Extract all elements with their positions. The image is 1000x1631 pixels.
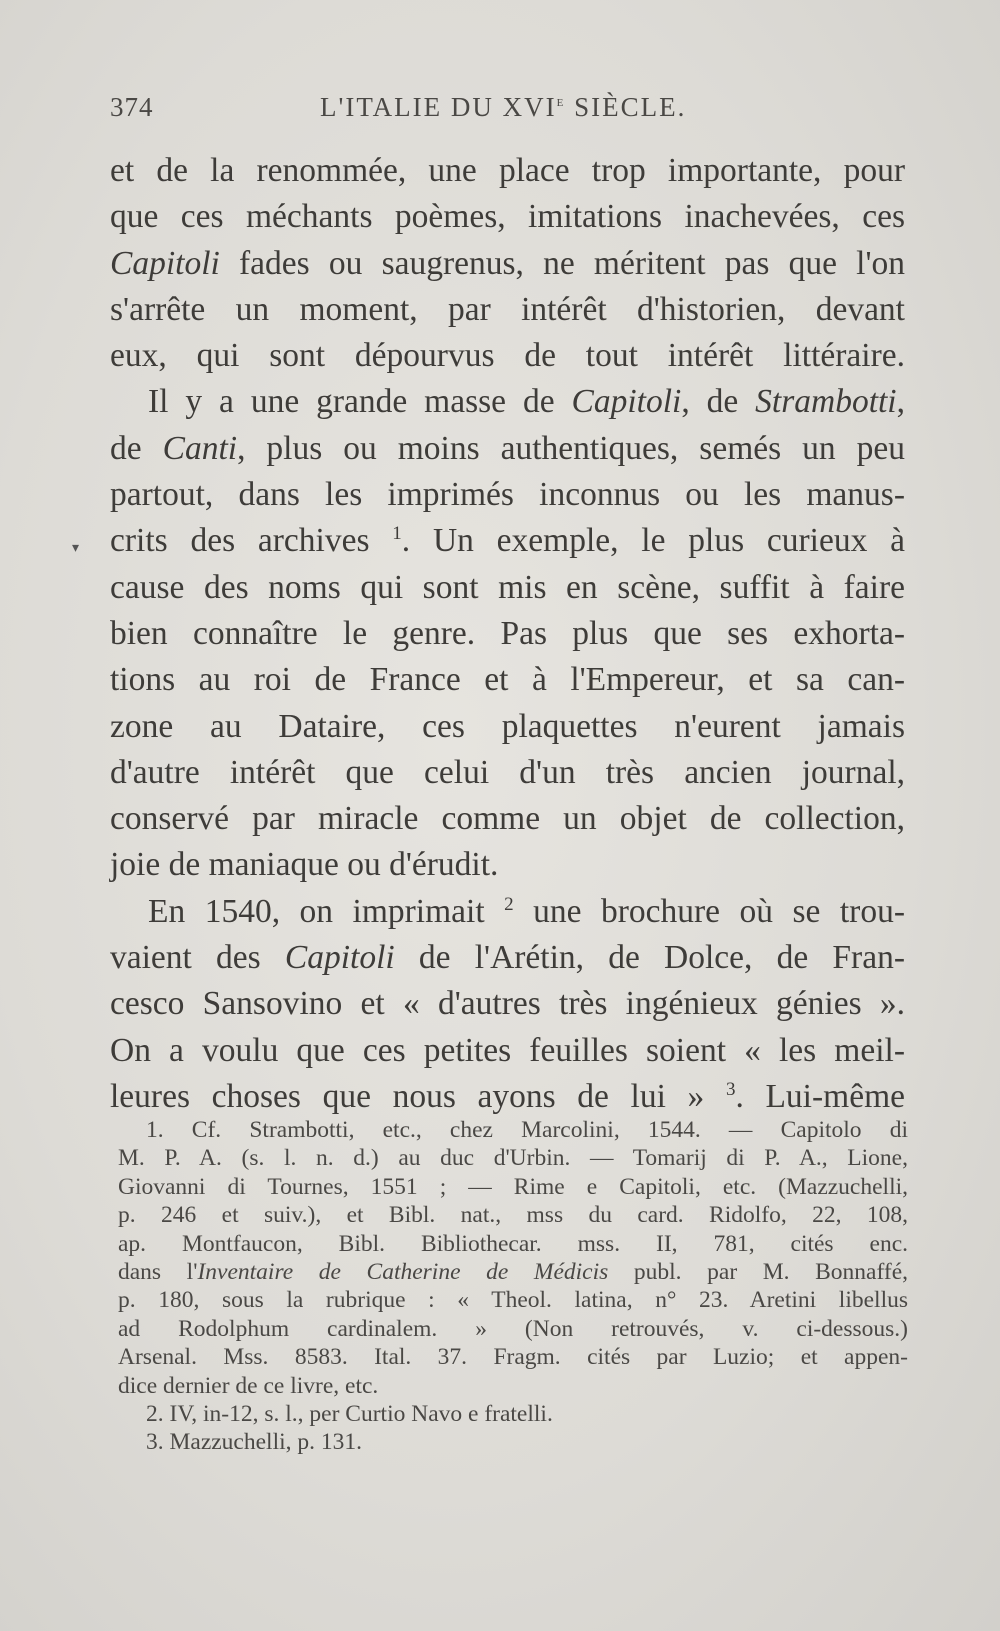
footnote-line: ap. Montfaucon, Bibl. Bibliothecar. mss. II, 781, cités enc. bbox=[118, 1230, 908, 1257]
footnote-line: p. 180, sous la rubrique : « Theol. latina, n° 23. Aretini libellus bbox=[118, 1287, 908, 1314]
text-line: eux, qui sont dépourvus de tout intérêt littéraire. bbox=[110, 337, 905, 375]
text-line: s'arrête un moment, par intérêt d'historien, devant bbox=[110, 290, 905, 328]
footnote-line: ad Rodolphum cardinalem. » (Non retrouvés, v. ci-dessous.) bbox=[118, 1315, 908, 1342]
running-title: L'ITALIE DU XVIe SIÈCLE. bbox=[320, 92, 687, 122]
footnote-line: Arsenal. Mss. 8583. Ital. 37. Fragm. cités par Luzio; et appen- bbox=[118, 1344, 908, 1371]
footnote-line: M. P. A. (s. l. n. d.) au duc d'Urbin. — Tomarij di P. A., Lione, bbox=[118, 1145, 908, 1172]
footnote-line: p. 246 et suiv.), et Bibl. nat., mss du card. Ridolfo, 22, 108, bbox=[118, 1202, 908, 1229]
footnote-line: dice dernier de ce livre, etc. bbox=[118, 1372, 379, 1399]
text-line: conservé par miracle comme un objet de collection, bbox=[110, 800, 905, 838]
footnote-ref: 3 bbox=[725, 1078, 736, 1100]
margin-mark: ▾ bbox=[72, 540, 80, 556]
text-line: crits des archives $^1$. Un exemple, le plus curieux à bbox=[110, 522, 905, 560]
text-line: leures choses que nous ayons de lui » $^3$. Lui-même bbox=[110, 1077, 905, 1115]
text-line: Capitoli fades ou saugrenus, ne méritent pas que l'on bbox=[110, 244, 905, 282]
text-line: zone au Dataire, ces plaquettes n'eurent jamais bbox=[110, 707, 905, 745]
text-line: En 1540, on imprimait $^2$ une brochure où se trou- bbox=[148, 892, 905, 930]
text-line: que ces méchants poèmes, imitations inachevées, ces bbox=[110, 198, 905, 236]
main-text bbox=[110, 148, 905, 1120]
footnote-line: 1. Cf. Strambotti, etc., chez Marcolini, 1544. — Capitolo di bbox=[146, 1117, 908, 1143]
text-line: bien connaître le genre. Pas plus que ses exhorta- bbox=[110, 614, 905, 652]
text-line: tions au roi de France et à l'Empereur, et sa can- bbox=[110, 661, 905, 699]
running-header bbox=[110, 92, 910, 132]
text-line: cause des noms qui sont mis en scène, suffit à faire bbox=[110, 568, 905, 606]
footnote-line: 3. Mazzuchelli, p. 131. bbox=[146, 1429, 363, 1456]
footnotes bbox=[118, 1116, 908, 1457]
text-line: joie de maniaque ou d'érudit. bbox=[110, 846, 499, 884]
text-line: On a voulu que ces petites feuilles soient « les meil- bbox=[110, 1031, 905, 1069]
text-line: Il y a une grande masse de Capitoli, de Strambotti, bbox=[148, 383, 905, 421]
text-line: de Canti, plus ou moins authentiques, semés un peu bbox=[110, 429, 905, 467]
page-number: 374 bbox=[110, 92, 154, 122]
text-line: d'autre intérêt que celui d'un très ancien journal, bbox=[110, 753, 905, 791]
text-line: vaient des Capitoli de l'Arétin, de Dolce, de Fran- bbox=[110, 939, 905, 977]
text-line: cesco Sansovino et « d'autres très ingénieux génies ». bbox=[110, 985, 905, 1023]
footnote-line: dans l'Inventaire de Catherine de Médicis publ. par M. Bonnaffé, bbox=[118, 1259, 909, 1286]
text-line: partout, dans les imprimés inconnus ou les manus- bbox=[110, 476, 905, 514]
text-line: et de la renommée, une place trop importante, pour bbox=[110, 152, 905, 189]
footnote-ref: 2 bbox=[504, 893, 514, 915]
footnote-line: 2. IV, in-12, s. l., per Curtio Navo e fratelli. bbox=[146, 1401, 553, 1428]
footnote-line: Giovanni di Tournes, 1551 ; — Rime e Capitoli, etc. (Mazzuchelli, bbox=[118, 1173, 908, 1200]
footnote-ref: 1 bbox=[392, 523, 402, 545]
